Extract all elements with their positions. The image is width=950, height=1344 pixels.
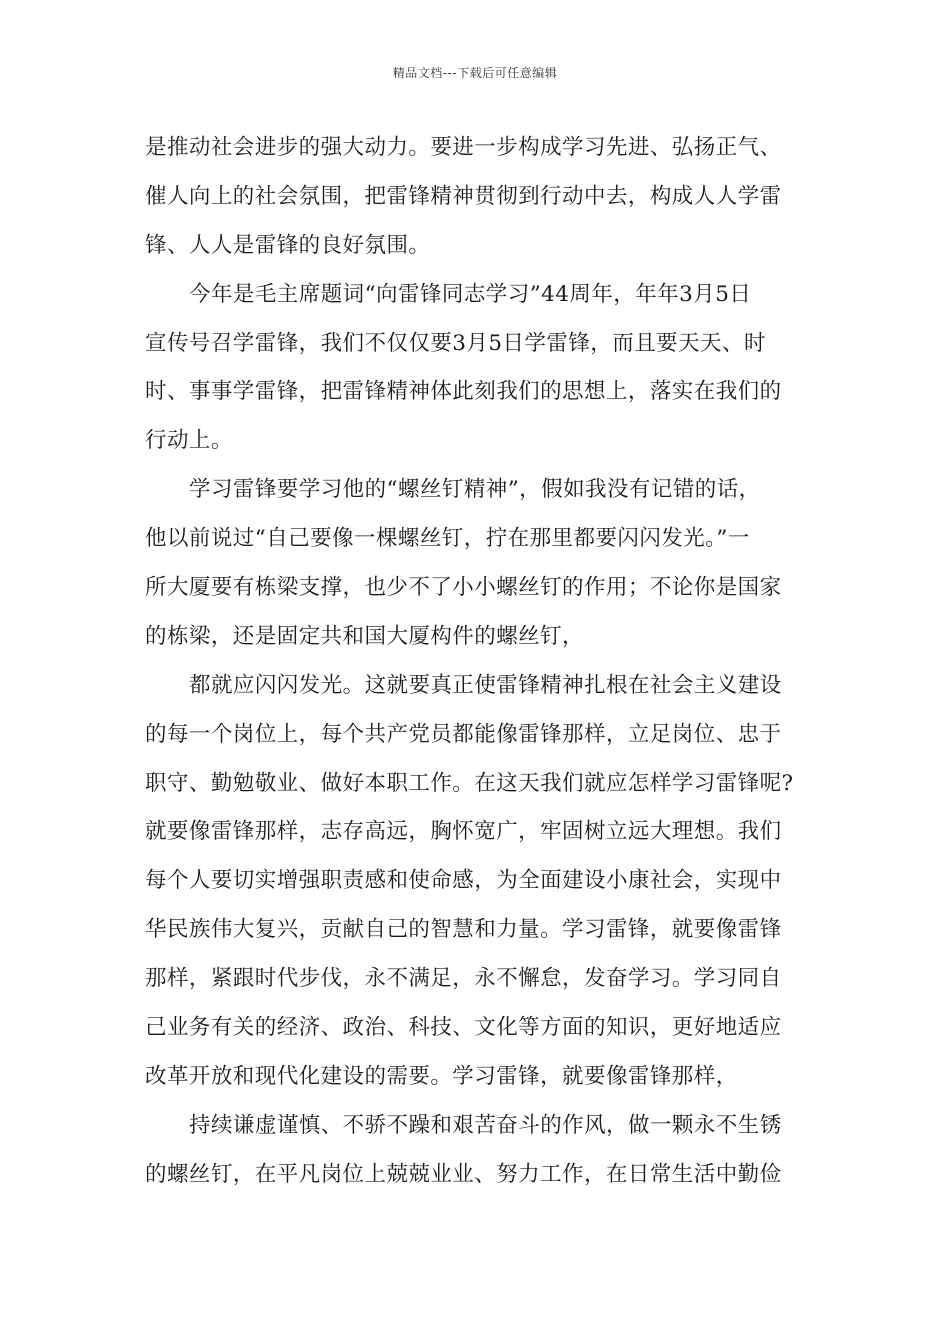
text-line: 的每一个岗位上，每个共产党员都能像雷锋那样，立足岗位、忠于 <box>145 721 782 747</box>
text-line: 锋、人人是雷锋的良好氛围。 <box>145 232 431 258</box>
page-header: 精品文档---下载后可任意编辑 <box>392 66 558 80</box>
text-line: 时、事事学雷锋，把雷锋精神体此刻我们的思想上，落实在我们的 <box>145 379 782 405</box>
text-line: 就要像雷锋那样，志存高远，胸怀宽广，牢固树立远大理想。我们 <box>145 819 782 845</box>
text-line: 改革开放和现代化建设的需要。学习雷锋，就要像雷锋那样， <box>145 1063 738 1089</box>
text-line: 的螺丝钉，在平凡岗位上兢兢业业、努力工作，在日常生活中勤俭 <box>145 1161 782 1187</box>
text-line: 他以前说过“自己要像一棵螺丝钉，拧在那里都要闪闪发光。”一 <box>145 526 750 552</box>
text-line: 华民族伟大复兴，贡献自己的智慧和力量。学习雷锋，就要像雷锋 <box>145 917 782 943</box>
paragraph-first-line: 今年是毛主席题词“向雷锋同志学习”44周年，年年3月5日 <box>189 281 752 307</box>
paragraph-first-line: 都就应闪闪发光。这就要真正使雷锋精神扎根在社会主义建设 <box>189 672 782 698</box>
text-line: 所大厦要有栋梁支撑，也少不了小小螺丝钉的作用；不论你是国家 <box>145 575 782 601</box>
paragraph-first-line: 学习雷锋要学习他的“螺丝钉精神”，假如我没有记错的话， <box>189 477 761 503</box>
text-line: 每个人要切实增强职责感和使命感，为全面建设小康社会，实现中 <box>145 868 782 894</box>
text-line: 那样，紧跟时代步伐，永不满足，永不懈怠，发奋学习。学习同自 <box>145 966 782 992</box>
text-line: 职守、勤勉敬业、做好本职工作。在这天我们就应怎样学习雷锋呢? <box>145 770 794 796</box>
text-line: 是推动社会进步的强大动力。要进一步构成学习先进、弘扬正气、 <box>145 135 782 160</box>
text-line: 宣传号召学雷锋，我们不仅仅要3月5日学雷锋，而且要天天、时 <box>145 330 766 356</box>
body-text <box>145 124 805 1200</box>
text-line: 己业务有关的经济、政治、科技、文化等方面的知识，更好地适应 <box>145 1015 782 1041</box>
text-line: 行动上。 <box>145 428 233 454</box>
text-line: 催人向上的社会氛围，把雷锋精神贯彻到行动中去，构成人人学雷 <box>145 183 782 209</box>
paragraph-first-line: 持续谦虚谨慎、不骄不躁和艰苦奋斗的作风，做一颗永不生锈 <box>189 1112 782 1138</box>
text-line: 的栋梁，还是固定共和国大厦构件的螺丝钉， <box>145 623 585 649</box>
